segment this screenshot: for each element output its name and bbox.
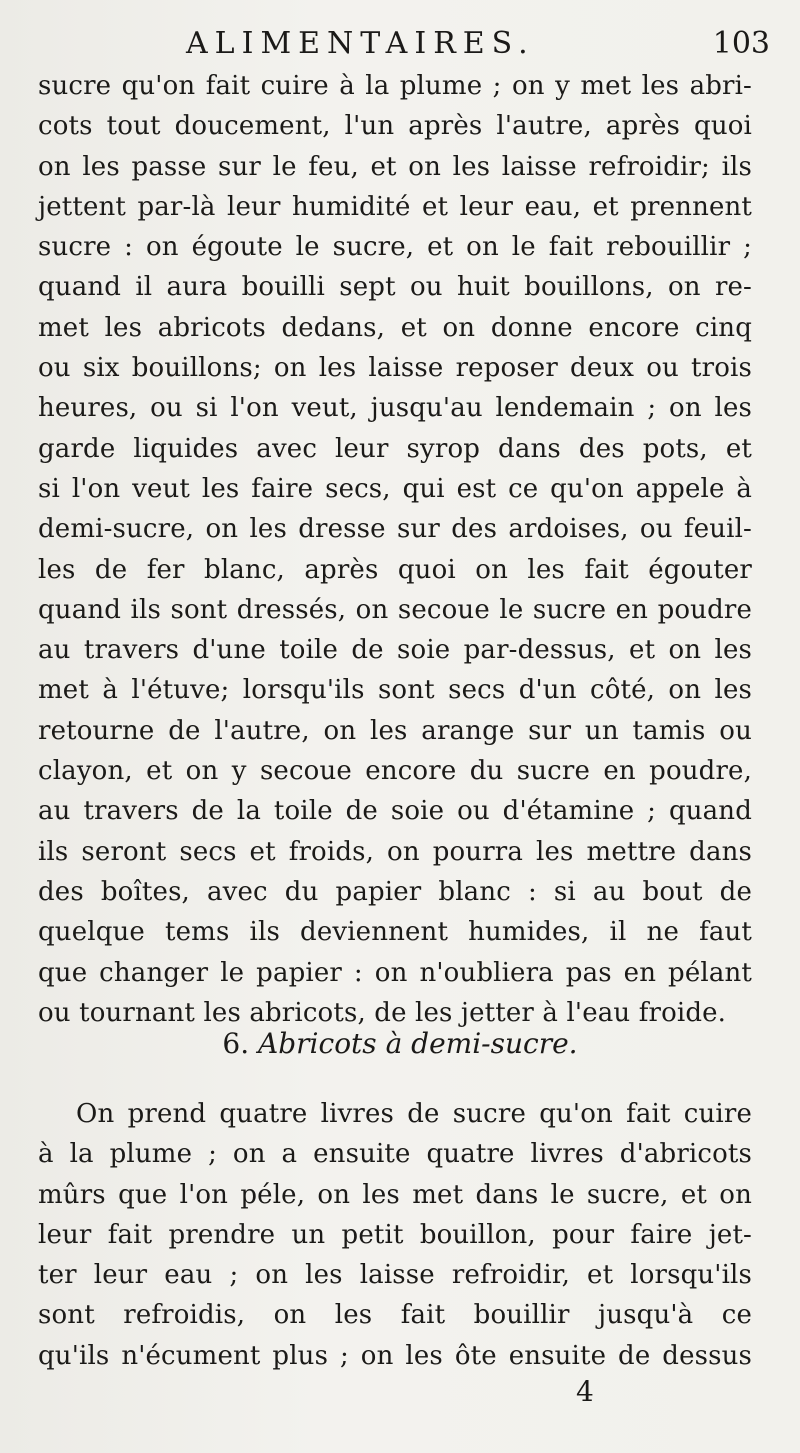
text-line: leur fait prendre un petit bouillon, pour faire jet- — [38, 1219, 752, 1250]
text-line: sucre : on égoute le sucre, et on le fait rebouillir ; — [38, 232, 752, 263]
text-line: met à l'étuve; lorsqu'ils sont secs d'un côté, on les — [38, 675, 752, 706]
text-line: à la plume ; on a ensuite quatre livres d'abricots — [38, 1139, 752, 1170]
paragraph-recipe — [38, 1094, 752, 1376]
text-line: qu'ils n'écument plus ; on les ôte ensuite de dessus — [38, 1340, 752, 1371]
text-line: on les passe sur le feu, et on les laisse refroidir; ils — [38, 151, 752, 182]
page-number: 103 — [712, 26, 770, 61]
text-line: quand il aura bouilli sept ou huit bouillons, on re- — [38, 272, 752, 303]
section-heading — [0, 1024, 800, 1064]
section-title: Abricots à demi-sucre. — [258, 1027, 578, 1060]
text-line: cots tout doucement, l'un après l'autre, après quoi — [38, 111, 752, 142]
text-line: quand ils sont dressés, on secoue le sucre en poudre — [38, 594, 752, 625]
text-line: ils seront secs et froids, on pourra les mettre dans — [38, 836, 752, 867]
text-line: ou six bouillons; on les laisse reposer deux ou trois — [38, 353, 752, 384]
text-line: quelque tems ils deviennent humides, il ne faut — [38, 917, 752, 948]
text-line: ou tournant les abricots, de les jetter à l'eau froide. — [38, 997, 727, 1028]
text-line: demi-sucre, on les dresse sur des ardoises, ou feuil- — [38, 514, 752, 545]
text-line: retourne de l'autre, on les arange sur un tamis ou — [38, 715, 752, 746]
paragraph-continued — [38, 66, 752, 1033]
running-title: ALIMENTAIRES. — [186, 26, 535, 61]
signature-mark: 4 — [576, 1375, 594, 1408]
text-line: sucre qu'on fait cuire à la plume ; on y met les abri- — [38, 71, 752, 101]
text-line: sont refroidis, on les fait bouillir jusqu'à ce — [38, 1300, 752, 1331]
text-line: les de fer blanc, après quoi on les fait égouter — [38, 554, 752, 585]
page-header — [0, 22, 800, 66]
text-line: met les abricots dedans, et on donne encore cinq — [38, 312, 752, 343]
text-line: si l'on veut les faire secs, qui est ce qu'on appele à — [38, 473, 752, 504]
text-line: au travers de la toile de soie ou d'étamine ; quand — [38, 796, 752, 827]
text-line: clayon, et on y secoue encore du sucre en poudre, — [38, 756, 752, 787]
text-line: On prend quatre livres de sucre qu'on fait cuire — [76, 1099, 752, 1129]
text-line: garde liquides avec leur syrop dans des pots, et — [38, 433, 752, 464]
text-line: jettent par-là leur humidité et leur eau, et prennent — [38, 191, 752, 222]
text-line: mûrs que l'on péle, on les met dans le sucre, et on — [38, 1179, 752, 1210]
text-line: des boîtes, avec du papier blanc : si au bout de — [38, 876, 752, 907]
text-line: au travers d'une toile de soie par-dessus, et on les — [38, 635, 752, 666]
section-number: 6. — [222, 1027, 250, 1060]
text-line: que changer le papier : on n'oubliera pas en pélant — [38, 957, 752, 988]
text-line: ter leur eau ; on les laisse refroidir, et lorsqu'ils — [38, 1260, 752, 1291]
text-line: heures, ou si l'on veut, jusqu'au lendemain ; on les — [38, 393, 752, 424]
